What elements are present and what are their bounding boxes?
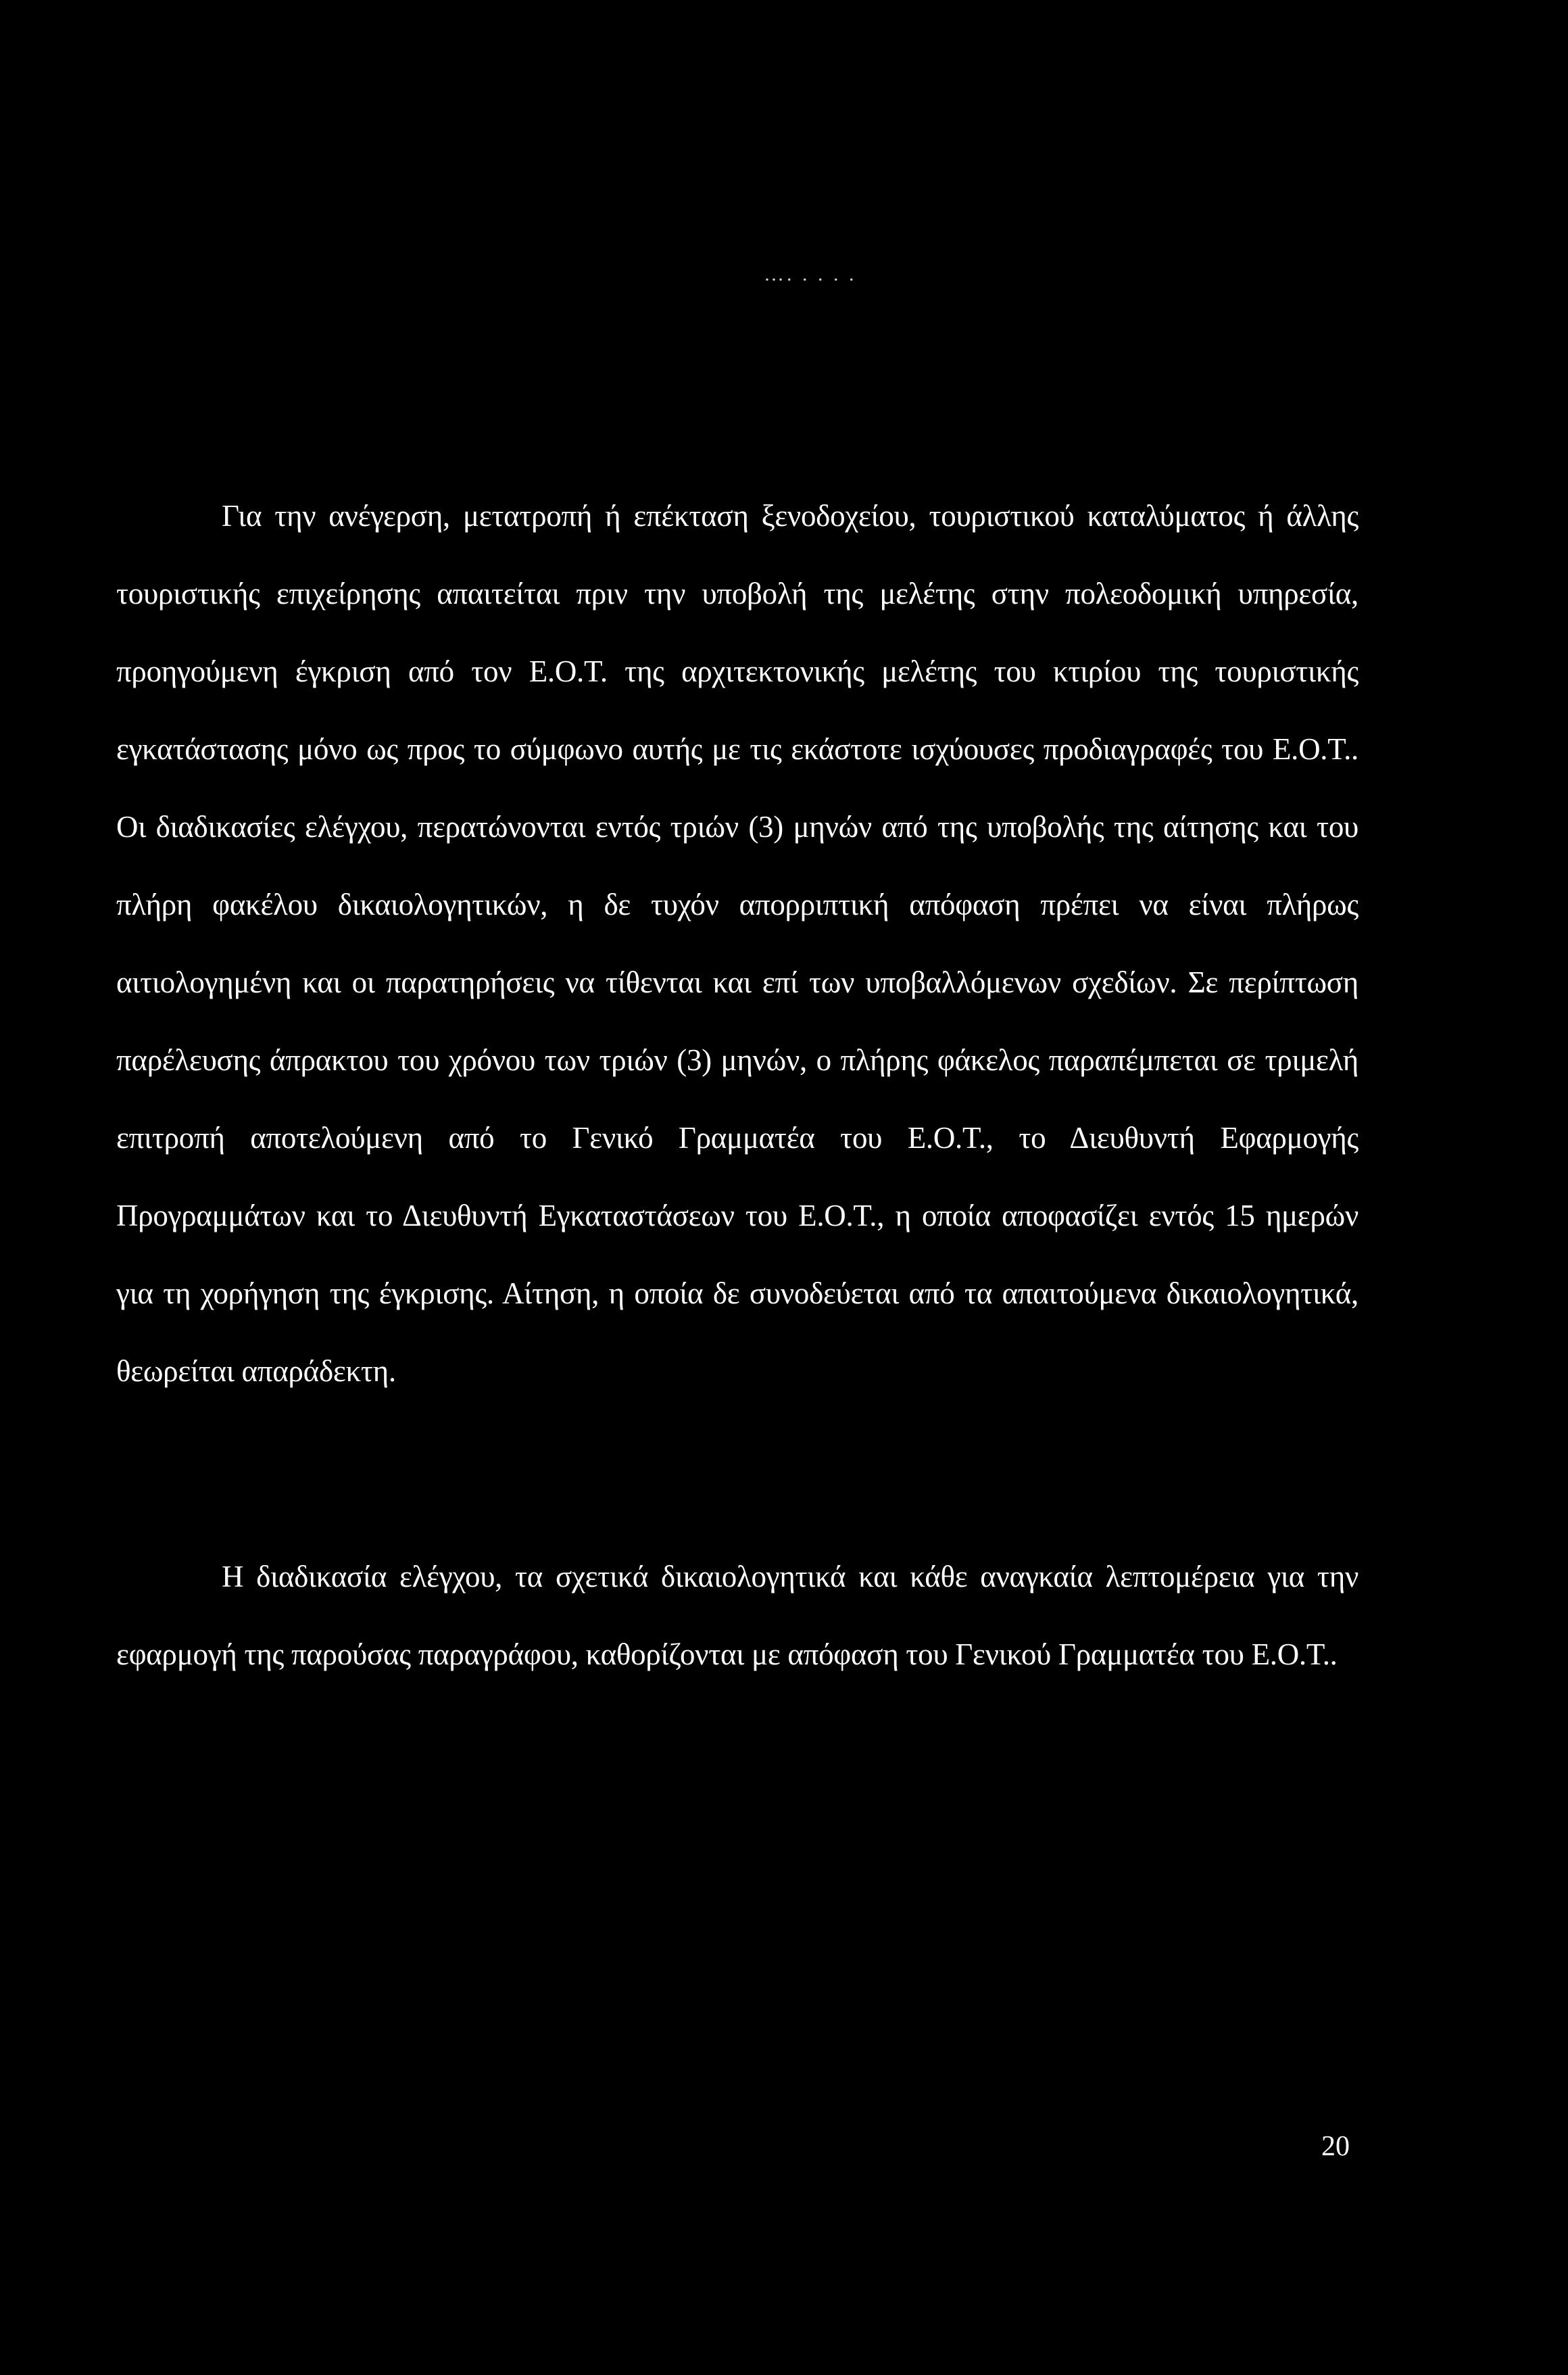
header-mark: …. . . . . [764,267,857,282]
page-number: 20 [1321,2131,1350,2162]
paragraph-approval-procedure: Για την ανέγερση, μετατροπή ή επέκταση ξενοδοχείου, τουριστικού καταλύματος ή άλλης τουριστικής επιχείρησης απαιτείται πριν την υποβολή της μελέτης στην πολεοδομική υπηρεσία, προηγούμενη έγκριση από τον Ε.Ο.Τ. της αρχιτεκτονικής μελέτης του κτιρίου της τουριστικής εγκατάστασης μόνο ως προς το σύμφωνο αυτής με τις εκάστοτε ισχύουσες προδιαγραφές του Ε.Ο.Τ.. Οι διαδικασίες ελέγχου, περατώνονται εντός τριών (3) μηνών από της υποβολής της αίτησης και του πλήρη φακέλου δικαιολογητικών, η δε τυχόν απορριπτική απόφαση πρέπει να είναι πλήρως αιτιολογημένη και οι παρατηρήσεις να τίθενται και επί των υποβαλλόμενων σχεδίων. Σε περίπτωση παρέλευσης άπρακτου του χρόνου των τριών (3) μηνών, ο πλήρης φάκελος παραπέμπεται σε τριμελή επιτροπή αποτελούμενη από το Γενικό Γραμματέα του Ε.Ο.Τ., το Διευθυντή Εφαρμογής Προγραμμάτων και το Διευθυντή Εγκαταστάσεων του Ε.Ο.Τ., η οποία αποφασίζει εντός 15 ημερών για τη χορήγηση της έγκρισης. Αίτηση, η οποία δε συνοδεύεται από τα απαιτούμενα δικαιολογητικά, θεωρείται απαράδεκτη. [116,499,1358,1388]
paragraph-control-details: Η διαδικασία ελέγχου, τα σχετικά δικαιολογητικά και κάθε αναγκαία λεπτομέρεια για την εφαρμογή της παρούσας παραγράφου, καθορίζονται με απόφαση του Γενικού Γραμματέα του Ε.Ο.Τ.. [116,1560,1358,1671]
